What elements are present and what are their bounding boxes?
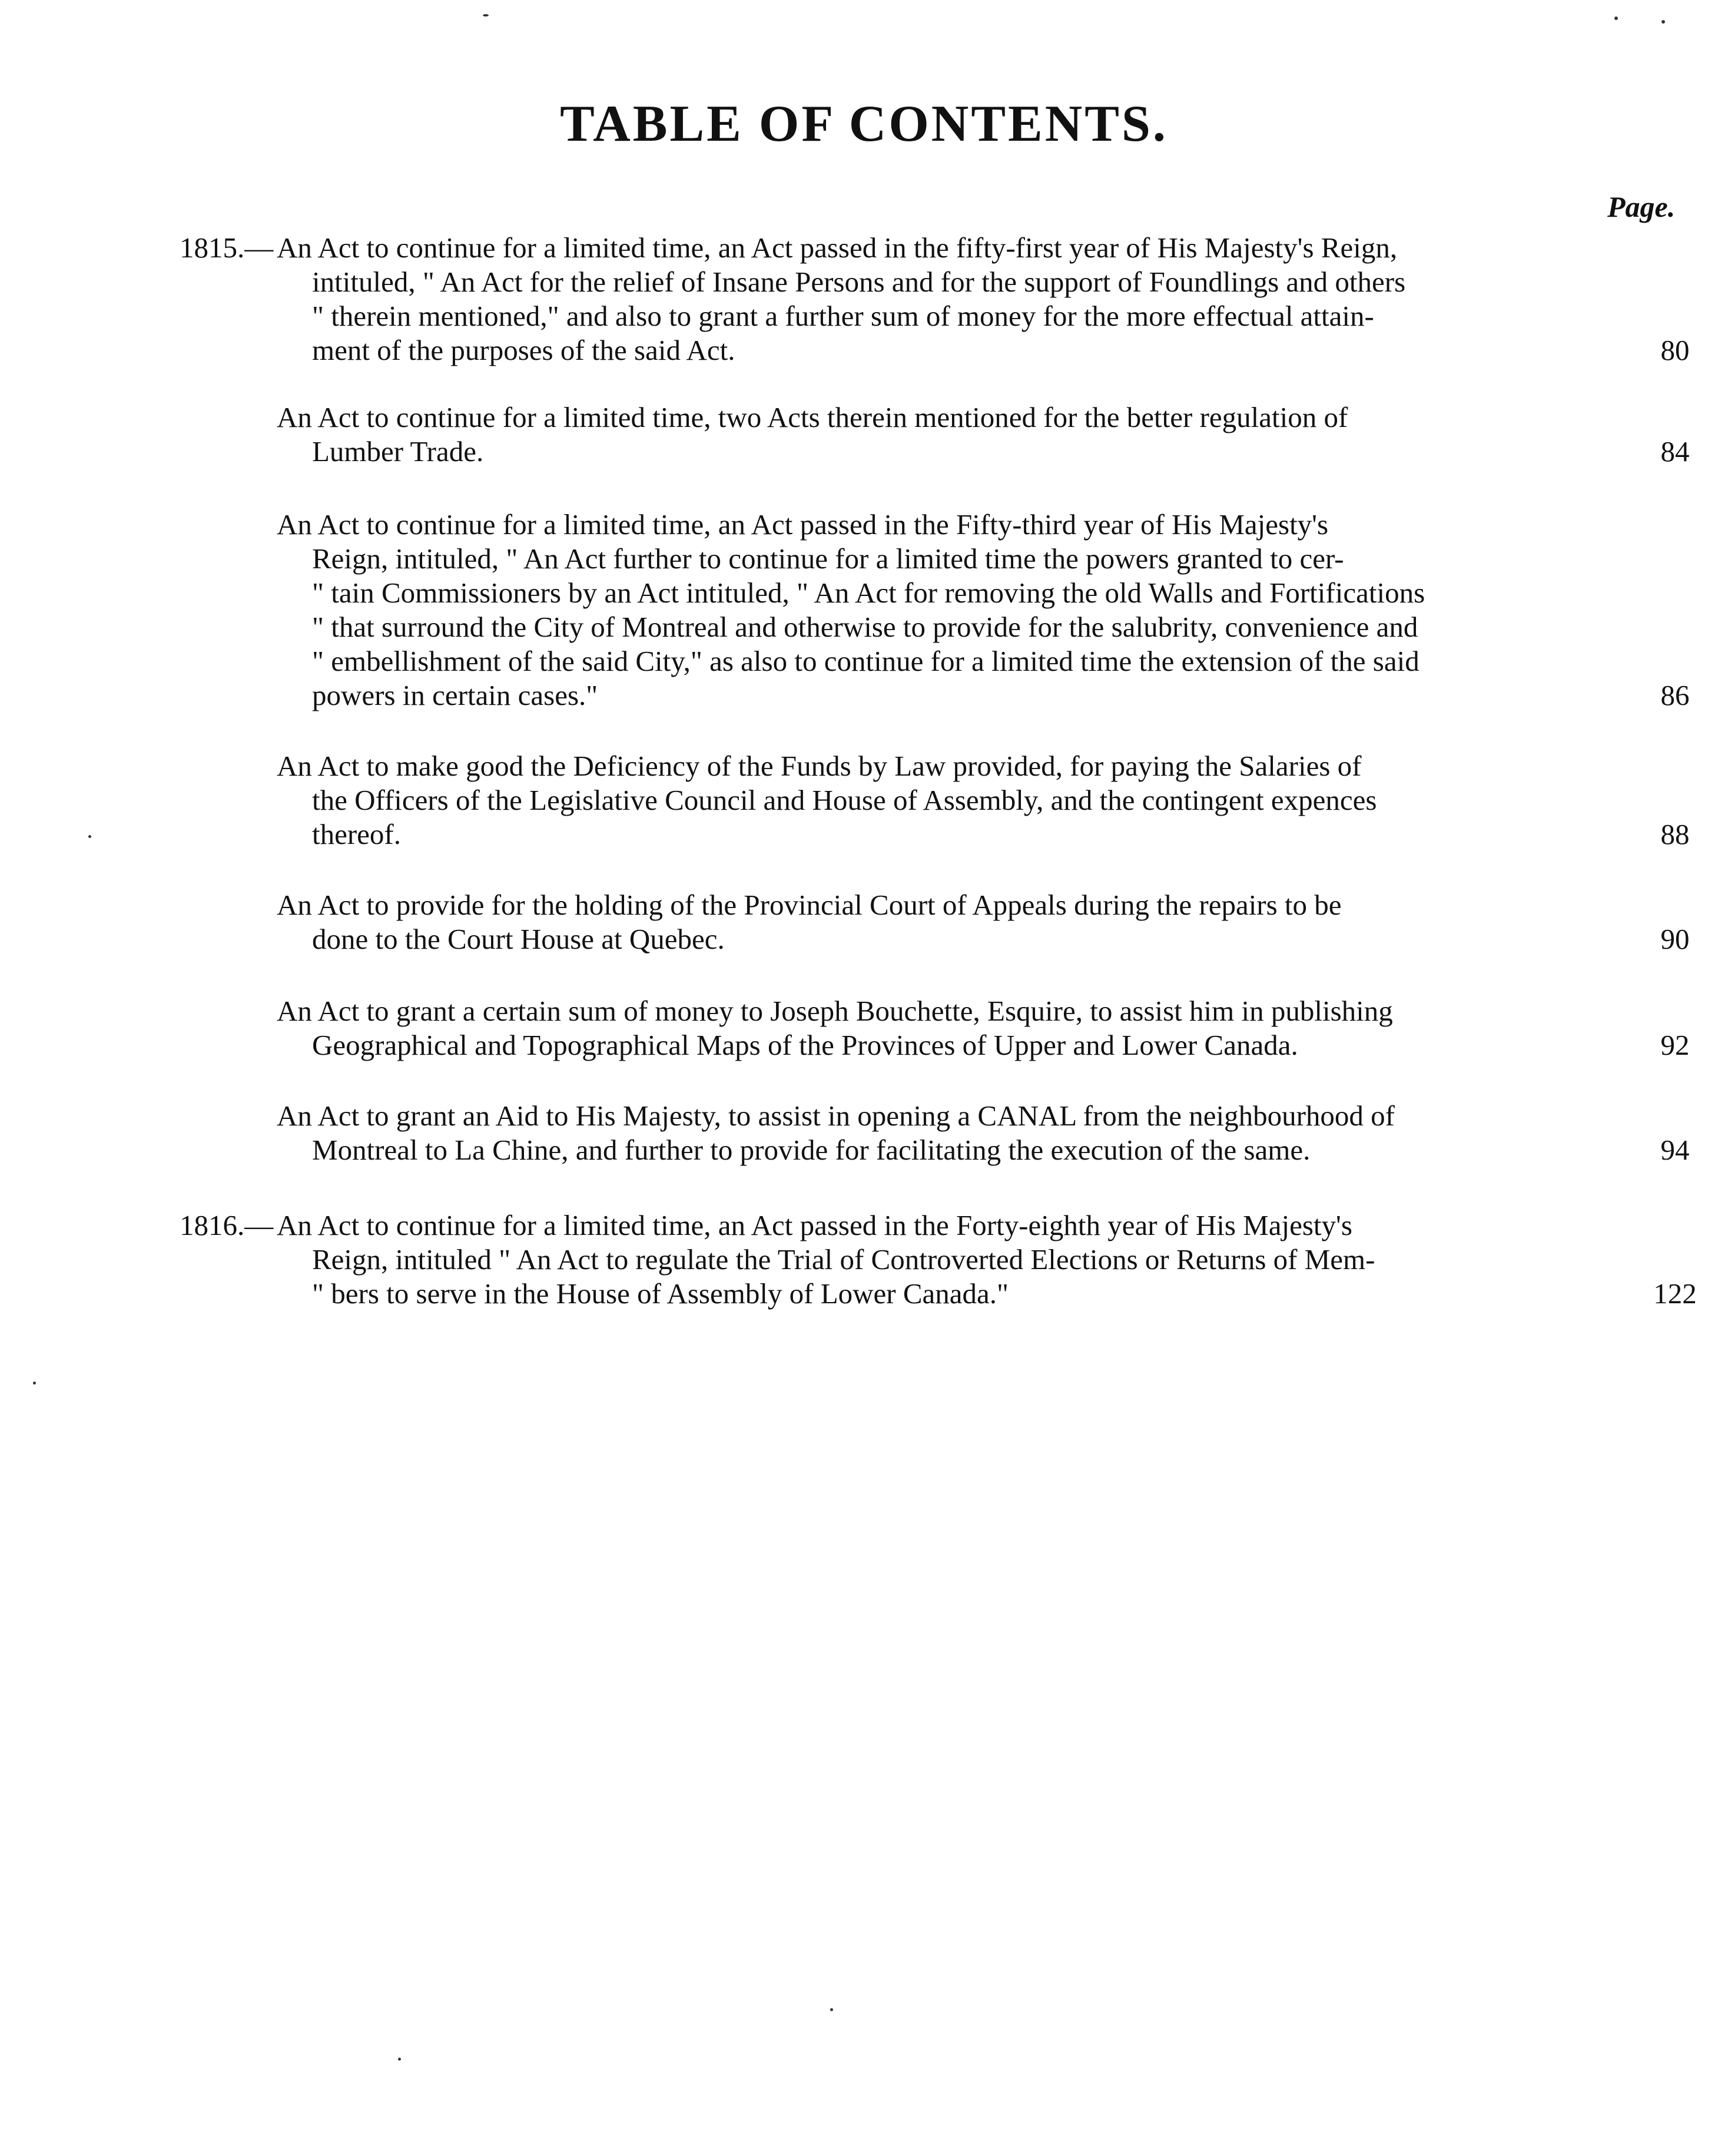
entry-line: " therein mentioned," and also to grant a further sum of money for the more effectual attain- bbox=[312, 300, 1374, 332]
entry-description bbox=[277, 400, 1601, 469]
entry-page-number: 88 bbox=[1660, 818, 1690, 850]
entry-page-number: 122 bbox=[1653, 1277, 1697, 1310]
scan-speck bbox=[88, 835, 91, 838]
scan-speck bbox=[1614, 16, 1618, 20]
page-column-header: Page. bbox=[1607, 190, 1676, 223]
entry-description bbox=[277, 1099, 1601, 1167]
entry-line: " tain Commissioners by an Act intituled, " An Act for removing the old Walls and Fortifications bbox=[312, 577, 1425, 609]
entry-page-number: 90 bbox=[1660, 923, 1690, 955]
entry-page-number: 80 bbox=[1660, 334, 1690, 366]
entry-line: An Act to grant a certain sum of money to Joseph Bouchette, Esquire, to assist him in publishing bbox=[277, 995, 1393, 1027]
entry-line: Montreal to La Chine, and further to provide for facilitating the execution of the same. bbox=[312, 1134, 1311, 1166]
entry-line: " that surround the City of Montreal and otherwise to provide for the salubrity, convenience and bbox=[312, 611, 1418, 643]
entry-line: " bers to serve in the House of Assembly of Lower Canada." bbox=[312, 1277, 1009, 1310]
entry-line: " embellishment of the said City," as also to continue for a limited time the extension of the said bbox=[312, 645, 1419, 677]
entry-line: powers in certain cases." bbox=[312, 679, 598, 711]
scan-speck bbox=[830, 2008, 833, 2011]
entry-description bbox=[277, 749, 1601, 852]
entry-page-number: 92 bbox=[1660, 1029, 1690, 1061]
entry-description bbox=[277, 1208, 1601, 1311]
entry-line: An Act to continue for a limited time, an Act passed in the Fifty-third year of His Majesty's bbox=[277, 508, 1329, 541]
entry-year: 1816.— bbox=[180, 1209, 274, 1241]
entry-line: An Act to continue for a limited time, an Act passed in the Forty-eighth year of His Majesty's bbox=[277, 1209, 1352, 1241]
entry-line: Reign, intituled, " An Act further to continue for a limited time the powers granted to cer- bbox=[312, 542, 1344, 575]
entry-line: done to the Court House at Quebec. bbox=[312, 923, 725, 955]
entry-page-number: 94 bbox=[1660, 1134, 1690, 1166]
entry-page-number: 86 bbox=[1660, 679, 1690, 711]
entry-description bbox=[277, 508, 1601, 713]
entry-year: 1815.— bbox=[180, 231, 274, 264]
entry-line: An Act to continue for a limited time, two Acts therein mentioned for the better regulation of bbox=[277, 401, 1348, 433]
entry-line: Geographical and Topographical Maps of the Provinces of Upper and Lower Canada. bbox=[312, 1029, 1298, 1061]
entry-line: An Act to grant an Aid to His Majesty, to assist in opening a CANAL from the neighbourhood of bbox=[277, 1099, 1395, 1132]
entry-line: An Act to continue for a limited time, an Act passed in the fifty-first year of His Majesty's Reign, bbox=[277, 231, 1398, 264]
entry-line: the Officers of the Legislative Council and House of Assembly, and the contingent expences bbox=[312, 784, 1377, 816]
entry-description bbox=[277, 994, 1601, 1062]
entry-line: intituled, " An Act for the relief of Insane Persons and for the support of Foundlings and others bbox=[312, 266, 1406, 298]
entry-line: Lumber Trade. bbox=[312, 435, 484, 468]
scan-speck bbox=[33, 1382, 36, 1385]
entry-line: thereof. bbox=[312, 818, 401, 850]
entry-description bbox=[277, 888, 1601, 956]
document-title: TABLE OF CONTENTS. bbox=[560, 95, 1168, 153]
entry-description bbox=[277, 231, 1601, 367]
entry-page-number: 84 bbox=[1660, 435, 1690, 468]
scan-speck bbox=[398, 2058, 401, 2061]
entry-line: An Act to make good the Deficiency of the Funds by Law provided, for paying the Salaries of bbox=[277, 750, 1362, 782]
scan-speck bbox=[1661, 20, 1665, 24]
scan-speck bbox=[483, 14, 489, 16]
entry-line: ment of the purposes of the said Act. bbox=[312, 334, 735, 366]
entry-line: An Act to provide for the holding of the Provincial Court of Appeals during the repairs to be bbox=[277, 889, 1342, 921]
entry-line: Reign, intituled " An Act to regulate the Trial of Controverted Elections or Returns of Mem- bbox=[312, 1243, 1375, 1276]
